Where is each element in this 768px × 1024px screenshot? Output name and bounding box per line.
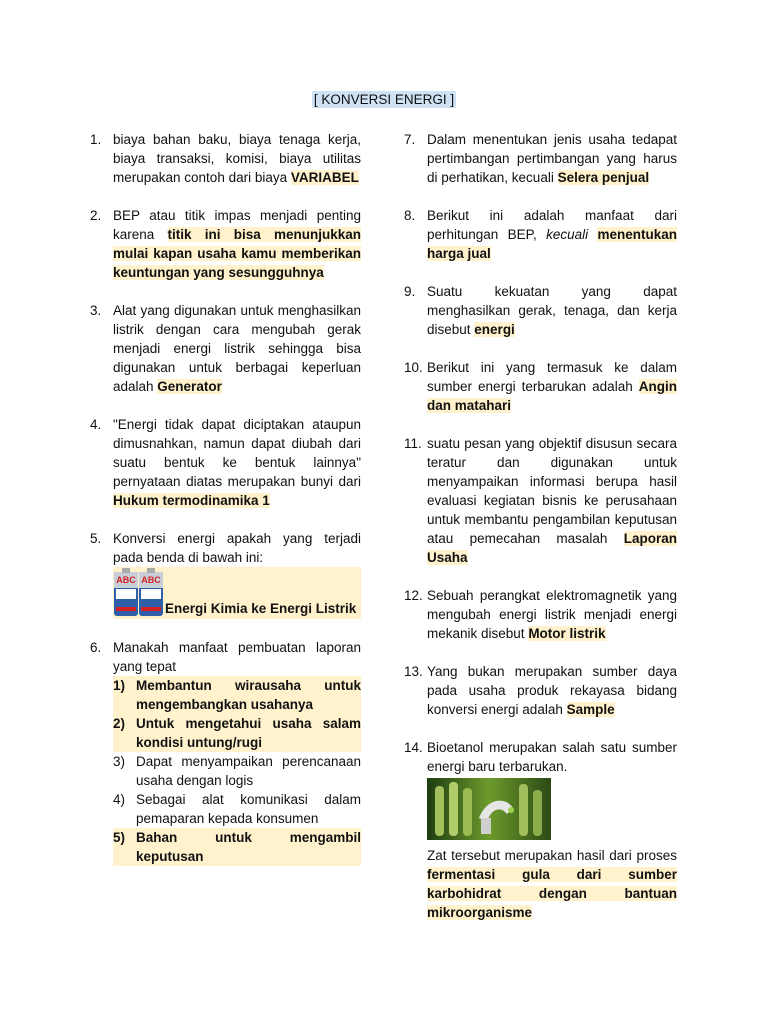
question-3: 3. Alat yang digunakan untuk menghasilkan listrik dengan cara mengubah gerak menjadi energi listrik sehingga bisa digunakan untuk berbagai keperluan adalah Generator xyxy=(90,303,361,394)
question-text: suatu pesan yang objektif disusun secara teratur dan digunakan untuk menyampaikan informasi berupa hasil evaluasi kegiatan bisnis ke perusahaan untuk membantu pengambilan keputusan atau pemecahan masalah xyxy=(427,436,677,546)
svg-text:ABC: ABC xyxy=(141,575,161,585)
answer-highlight: Sample xyxy=(566,702,615,717)
answer-highlight: Laporan Usaha xyxy=(427,531,677,565)
answer-highlight: menentukan harga jual xyxy=(427,227,677,261)
answer-highlight: Energi Kimia ke Energi Listrik xyxy=(165,601,357,616)
svg-text:ABC: ABC xyxy=(116,575,136,585)
question-2: 2. BEP atau titik impas menjadi penting karena titik ini bisa menunjukkan mulai kapan usaha kamu memberikan keuntungan yang sesungguhnya xyxy=(90,208,361,280)
question-4: 4. "Energi tidak dapat diciptakan ataupun dimusnahkan, namun dapat diubah dari suatu bentuk ke bentuk lainnya" pernyataan diatas merupakan bunyi dari Hukum termodinamika 1 xyxy=(90,417,361,508)
italic-text: kecuali xyxy=(546,227,589,242)
left-column xyxy=(90,130,361,885)
question-text: Berikut ini adalah manfaat dari perhitungan BEP, xyxy=(427,208,677,242)
answer-highlight: VARIABEL xyxy=(290,170,359,185)
question-10: 10. Berikut ini yang termasuk ke dalam sumber energi terbarukan adalah Angin dan matahari xyxy=(404,360,677,413)
option-item: 5) Bahan untuk mengambil keputusan xyxy=(113,830,361,864)
question-text: biaya bahan baku, biaya tenaga kerja, biaya transaksi, komisi, biaya utilitas merupakan contoh dari biaya xyxy=(113,132,361,185)
question-text-2: Zat tersebut merupakan hasil dari proses xyxy=(427,848,677,863)
question-text: Berikut ini yang termasuk ke dalam sumber energi terbarukan adalah xyxy=(427,360,677,394)
option-list xyxy=(113,676,361,866)
question-text: "Energi tidak dapat diciptakan ataupun dimusnahkan, namun dapat diubah dari suatu bentuk ke bentuk lainnya" pernyataan diatas merupakan bunyi dari xyxy=(113,417,361,489)
question-6: 6. Manakah manfaat pembuatan laporan yang tepat 1) Membantun wirausaha untuk mengembangkan usahanya 2) Untuk mengetahui usaha salam kondisi untung/rugi 3) Dapat menyampaikan perencanaan usaha dengan logis 4) Sebagai alat komunikasi dalam pemaparan kepada konsumen 5) Bahan untuk mengambil keputusan xyxy=(90,640,361,864)
answer-highlight: Angin dan matahari xyxy=(427,379,677,413)
question-text: BEP atau titik impas menjadi penting karena xyxy=(113,208,361,242)
bioethanol-image xyxy=(427,778,551,840)
answer-highlight: Motor listrik xyxy=(528,626,606,641)
question-text: Alat yang digunakan untuk menghasilkan listrik dengan cara mengubah gerak menjadi energi listrik sehingga bisa digunakan untuk berbagai keperluan adalah xyxy=(113,303,361,394)
question-12: 12. Sebuah perangkat elektromagnetik yang mengubah energi listrik menjadi energi mekanik disebut Motor listrik xyxy=(404,588,677,641)
option-item: 1) Membantun wirausaha untuk mengembangkan usahanya xyxy=(113,678,361,712)
question-5: 5. Konversi energi apakah yang terjadi pada benda di bawah ini: ABC ABC Energi Kimia ke Energi Listrik xyxy=(90,529,361,619)
answer-highlight: Hukum termodinamika 1 xyxy=(113,493,270,508)
question-14: 14. Bioetanol merupakan salah satu sumber energi baru terbarukan. Zat tersebut merupakan hasil dari proses fermentasi gula dari sumber karbohidrat dengan bantuan mikroorganisme xyxy=(404,740,677,920)
option-item: 2) Untuk mengetahui usaha salam kondisi untung/rugi xyxy=(113,716,361,750)
question-text: Bioetanol merupakan salah satu sumber energi baru terbarukan. xyxy=(427,740,677,774)
answer-highlight: energi xyxy=(474,322,515,337)
answer-highlight: fermentasi gula dari sumber karbohidrat dengan bantuan mikroorganisme xyxy=(427,867,677,920)
battery-image xyxy=(113,567,165,619)
page-title: [ KONVERSI ENERGI ] xyxy=(313,92,455,107)
option-item: 3) Dapat menyampaikan perencanaan usaha dengan logis xyxy=(113,754,361,788)
answer-highlight: titik ini bisa menunjukkan mulai kapan usaha kamu memberikan keuntungan yang sesungguhnya xyxy=(113,227,361,280)
answer-row xyxy=(113,567,361,619)
question-1: 1. biaya bahan baku, biaya tenaga kerja, biaya transaksi, komisi, biaya utilitas merupakan contoh dari biaya VARIABEL xyxy=(90,132,361,185)
question-text: Konversi energi apakah yang terjadi pada benda di bawah ini: xyxy=(113,531,361,565)
answer-highlight: Selera penjual xyxy=(557,170,650,185)
right-column xyxy=(404,130,677,941)
answer-highlight: Generator xyxy=(157,379,222,394)
question-7: 7. Dalam menentukan jenis usaha tedapat pertimbangan pertimbangan yang harus di perhatikan, kecuali Selera penjual xyxy=(404,132,677,185)
question-8: 8. Berikut ini adalah manfaat dari perhitungan BEP, kecuali menentukan harga jual xyxy=(404,208,677,261)
question-text: Sebuah perangkat elektromagnetik yang mengubah energi listrik menjadi energi mekanik disebut xyxy=(427,588,677,641)
question-text: Manakah manfaat pembuatan laporan yang tepat xyxy=(113,640,361,674)
question-11: 11. suatu pesan yang objektif disusun secara teratur dan digunakan untuk menyampaikan informasi berupa hasil evaluasi kegiatan bisnis ke perusahaan untuk membantu pengambilan keputusan atau pemecahan masalah Laporan Usaha xyxy=(404,436,677,565)
question-13: 13. Yang bukan merupakan sumber daya pada usaha produk rekayasa bidang konversi energi adalah Sample xyxy=(404,664,677,717)
question-text: Suatu kekuatan yang dapat menghasilkan gerak, tenaga, dan kerja disebut xyxy=(427,284,677,337)
option-item: 4) Sebagai alat komunikasi dalam pemaparan kepada konsumen xyxy=(113,792,361,826)
question-text: Dalam menentukan jenis usaha tedapat pertimbangan pertimbangan yang harus di perhatikan, kecuali xyxy=(427,132,677,185)
question-9: 9. Suatu kekuatan yang dapat menghasilkan gerak, tenaga, dan kerja disebut energi xyxy=(404,284,677,337)
question-text: Yang bukan merupakan sumber daya pada usaha produk rekayasa bidang konversi energi adalah xyxy=(427,664,677,717)
